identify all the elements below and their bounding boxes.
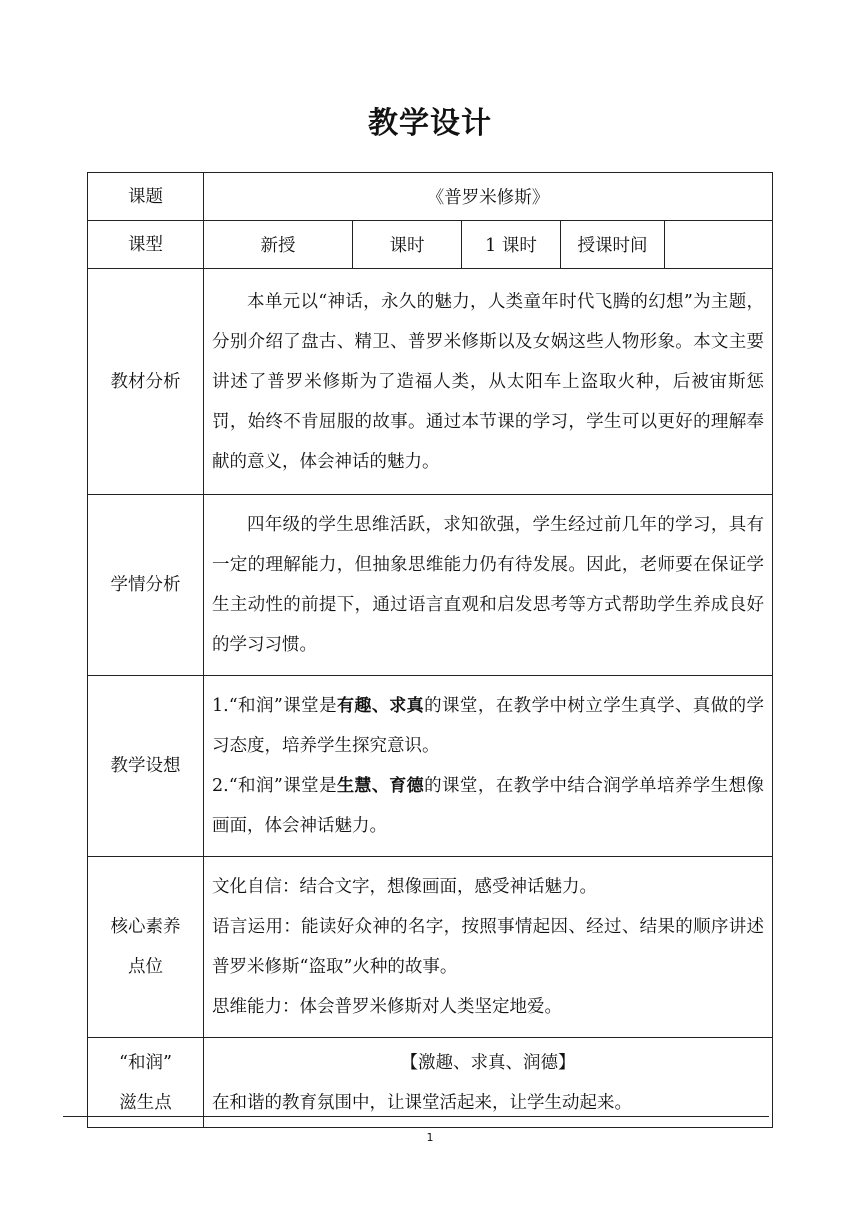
learners-label: 学情分析 — [88, 495, 204, 676]
literacy-label: 核心素养 点位 — [88, 857, 204, 1038]
document-title: 教学设计 — [368, 106, 492, 141]
growth-label: “和润” 滋生点 — [88, 1038, 204, 1128]
concept-item-2: 2.“和润”课堂是生慧、育德的课堂，在教学中结合润学单培养学生想像画面，体会神话魅力。 — [212, 776, 765, 836]
growth-heading: 【激趣、求真、润德】 — [400, 1052, 576, 1073]
time-label: 授课时间 — [561, 221, 665, 269]
footer-separator — [63, 1116, 769, 1117]
growth-text: 在和谐的教育氛围中，让课堂活起来，让学生动起来。 — [212, 1092, 632, 1113]
learners-text: 四年级的学生思维活跃，求知欲强，学生经过前几年的学习，具有一定的理解能力，但抽象思维能力仍有待发展。因此，老师要在保证学生主动性的前提下，通过语言直观和启发思考等方式帮助学生养成良好的学习习惯。 — [204, 495, 773, 676]
type-value: 新授 — [204, 221, 353, 269]
topic-label: 课题 — [88, 173, 204, 221]
growth-content — [204, 1038, 773, 1128]
page-number: 1 — [426, 1131, 434, 1144]
concept-item-1: 1.“和润”课堂是有趣、求真的课堂，在教学中树立学生真学、真做的学习态度，培养学生探究意识。 — [212, 696, 765, 756]
lesson-plan-table — [87, 172, 773, 1128]
material-text: 本单元以“神话，永久的魅力，人类童年时代飞腾的幻想”为主题，分别介绍了盘古、精卫、普罗米修斯以及女娲这些人物形象。本文主要讲述了普罗米修斯为了造福人类，从太阳车上盗取火种，后被宙斯惩罚，始终不肯屈服的故事。通过本节课的学习，学生可以更好的理解奉献的意义，体会神话的魅力。 — [204, 269, 773, 495]
learners-row — [88, 495, 773, 676]
type-label: 课型 — [88, 221, 204, 269]
literacy-thinking: 思维能力：体会普罗米修斯对人类坚定地爱。 — [212, 997, 562, 1017]
concept-item-2-highlight: 生慧、育德 — [337, 776, 425, 796]
topic-row — [88, 173, 773, 221]
growth-row — [88, 1038, 773, 1128]
hours-value: 1 课时 — [462, 221, 561, 269]
literacy-row — [88, 857, 773, 1038]
literacy-content — [204, 857, 773, 1038]
time-value — [665, 221, 773, 269]
concept-row — [88, 676, 773, 857]
material-label: 教材分析 — [88, 269, 204, 495]
topic-value: 《普罗米修斯》 — [204, 173, 773, 221]
literacy-language: 语言运用：能读好众神的名字，按照事情起因、经过、结果的顺序讲述普罗米修斯“盗取”火种的故事。 — [212, 917, 765, 977]
hours-label: 课时 — [353, 221, 462, 269]
type-row — [88, 221, 773, 269]
concept-label: 教学设想 — [88, 676, 204, 857]
literacy-culture: 文化自信：结合文字，想像画面，感受神话魅力。 — [212, 877, 597, 897]
concept-item-1-highlight: 有趣、求真 — [337, 696, 425, 716]
material-row — [88, 269, 773, 495]
concept-content — [204, 676, 773, 857]
